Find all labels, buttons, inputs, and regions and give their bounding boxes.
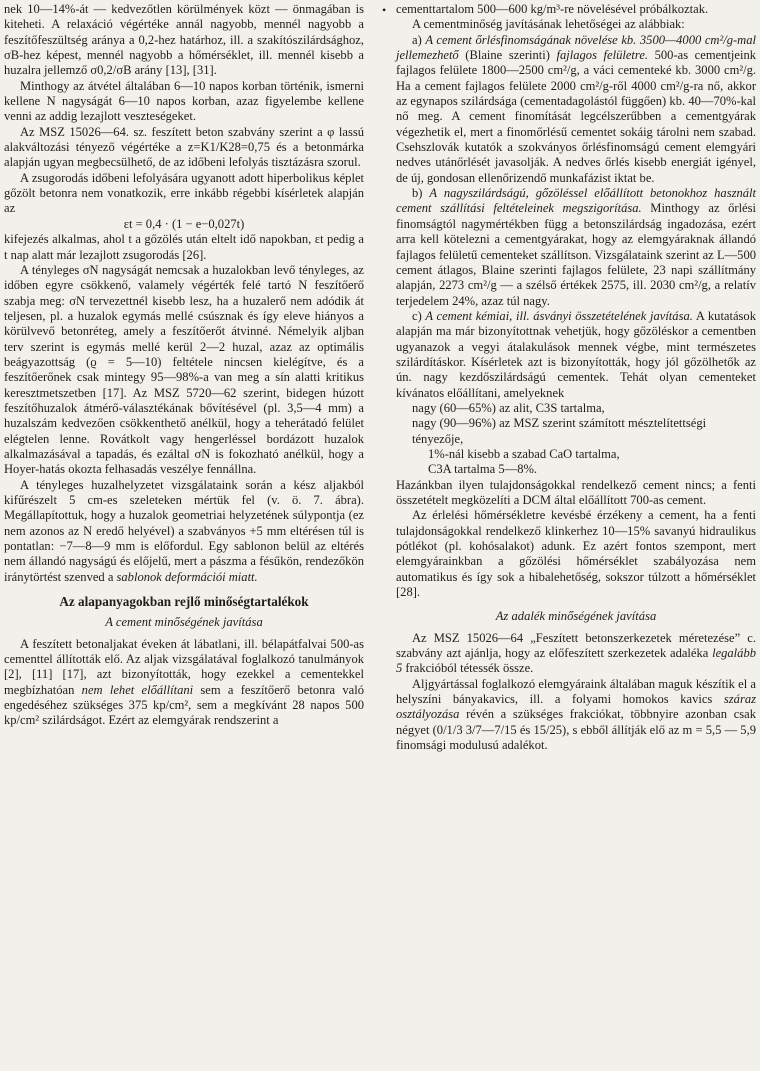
aggregate-production-text: Aljgyártással foglalkozó elemgyáraink általában maguk készítik el a helyszíni bányakavics, ill. a folyami homokos kavics: [396, 676, 756, 707]
subsection-heading-aggregate-quality: Az adalék minőségének javítása: [495, 609, 657, 624]
item-a-label: a): [412, 32, 426, 47]
paragraph-creep-standard: Az MSZ 15026—64. sz. feszített beton szabvány szerint a φ lassú alakváltozási tényező végértéke a z=K1/K28=0,75 és a betonmárka alapján ugyan megbecsülhető, de az időbeni lefolyás tisztázásra szorul.: [4, 124, 364, 170]
paragraph-relaxation: nek 10—14%-át — kedvezőtlen körülmények közt — önmagában is kiteheti. A relaxáció végértéke annál nagyobb, mennél nagyobb a feszítőfeszültség aránya a 0,2-hez határhoz, ill. a szakítószilárdsághoz, σB-hez képest, mennél nagyobb a hőmérséklet, ill. mennél kisebb a huzalra jellemző σ0,2/σB arány [13], [31].: [4, 2, 364, 78]
item-b-label: b): [412, 186, 430, 201]
item-c-emphasis: A cement kémiai, ill. ásványi összetételének javítása.: [425, 308, 693, 323]
wire-position-emphasis: sablonok deformációi miatt.: [116, 569, 258, 584]
aggregate-standard-text: Az MSZ 15026—64 „Feszített betonszerkezetek méretezése” c. szabvány azt ajánlja, hogy az előfeszített szerkezetek adaléka: [396, 630, 756, 661]
aggregate-production-text-end: révén a szükséges frakciókat, többnyire azonban csak négyet (0/1/3 3/7—7/15 és 15/25), s ebből állítják elő az m = 5,5 — 5,9 finomsági modulusú adalékot.: [396, 707, 756, 753]
requirement-lime-saturation: nagy (90—96%) az MSZ szerint számított mésztelítettségi tényezője,: [412, 416, 707, 446]
wire-position-text: A tényleges huzalhelyzetet vizsgálataink során a kész aljakból kifűrészelt 5 cm-es szeleteken mértük fel (v. ö. 7. ábra). Megállapítottuk, hogy a huzalok geometriai helyzetének súlypontja (ez nem azonos az N eredő helyével) a szabványos +5 mm eltérésen túl is pontatlan: −7—8—9 mm is előfordul. Egy sablonon belül az eltérés nem állandó nagyságú és előjelű, mert a pászma a fésűkön, rendezőkön iránytörtést szenved a: [4, 477, 364, 584]
list-item-a-fineness: [396, 33, 756, 186]
paragraph-curing-temperature: Az érlelési hőmérsékletre kevésbé érzékeny a cement, ha a fenti tulajdonságokkal rendelkező klinkerhez 10—15% savanyú hidraulikus pótlékot (pl. kohósalakot) adunk. Ez azért fontos szempont, mert elemgyárainkban a gőzölési hőmérséklet szabályozása nem automatikus és így sok a hibalehetőség, sokszor túlzott a hőmérséklet [28].: [396, 508, 756, 600]
paragraph-cement-content: cementtartalom 500—600 kg/m³-re növelésével próbálkoztak.: [396, 2, 709, 16]
requirement-free-cao: 1%-nál kisebb a szabad CaO tartalma,: [428, 446, 620, 461]
cement-history-emphasis: nem lehet előállítani: [81, 682, 194, 697]
item-a-emphasis-2: fajlagos felületre.: [556, 48, 649, 63]
aggregate-production-emphasis: száraz osztályozása: [396, 692, 756, 722]
paragraph-formula-explanation: kifejezés alkalmas, ahol t a gőzölés után eltelt idő napokban, εt pedig a t nap alatt már lezajlott zsugorodás [26].: [4, 232, 364, 262]
paragraph-domestic-cement: Hazánkban ilyen tulajdonságokkal rendelkező cement nincs; a fenti összetételt megközelíti a DCM által előállított 700-as cement.: [396, 477, 756, 507]
cement-history-text-end: sem a feszítőerő betonra való engedéséhez szükséges 375 kp/cm², sem a megkívánt 28 napos 500 kp/cm² szilárdságot. Ezért az elemgyárak rendszerint a: [4, 682, 365, 728]
column-bullet-mark: •: [382, 3, 387, 17]
item-c-label: c): [412, 308, 426, 323]
requirement-alite: nagy (60—65%) az alit, C3S tartalma,: [412, 400, 605, 415]
item-c-text: A kutatások alapján ma már bizonyítottnak vehetjük, hogy gőzöléskor a cementben ugyanazok a vegyi átalakulások mennek végbe, mint természetes szilárdításkor. Kísérletek azt is bizonyították, hogy jól gőzölhetők az ún. nagy kezdőszilárdságú cementek. Tehát olyan cementeket kívánatos előállítani, amelyeknek: [396, 308, 756, 400]
paragraph-wire-position: [4, 478, 364, 585]
shrinkage-formula: εt = 0,4 · (1 − e−0,027t): [123, 216, 245, 231]
paragraph-aggregate-standard: [396, 631, 756, 677]
item-a-emphasis: A cement őrlésfinomságának növelése kb. 3500—4000 cm²/g-mal jellemezhető: [396, 32, 756, 63]
paragraph-aggregate-production: [396, 677, 756, 754]
right-column: [396, 2, 756, 754]
requirement-c3a: C3A tartalma 5—8%.: [428, 462, 538, 477]
section-heading-quality-reserves: Az alapanyagokban rejlő minőségtartalékok: [59, 594, 309, 610]
left-column: [4, 2, 364, 729]
aggregate-standard-emphasis: legalább 5: [396, 646, 756, 676]
subsection-heading-cement-quality: A cement minőségének javítása: [105, 615, 263, 630]
aggregate-standard-text-end: frakcióból tétessék össze.: [402, 661, 534, 676]
item-b-emphasis: A nagyszilárdságú, gőzöléssel előállított betonokhoz használt cement szállítási feltételeinek megszigorítása.: [396, 186, 756, 216]
cement-history-text: A feszített betonaljakat éveken át lábatlani, ill. bélapátfalvai 500-as cementtel állították elő. Az aljak vizsgálatával foglalkozó tanulmányok [2], [11] [17], azt bizonyították, hogy ezekkel a cementekkel megbízhatóan: [4, 636, 364, 697]
item-a-text: 500-as cementjeink fajlagos felülete 1800—2500 cm²/g, a váci cementeké kb. 3000 cm²/g. Ha a cement fajlagos felülete 2000 cm²/g-ről 4000 cm²/g-ra nő, akkor az egynapos szilárdsága (cementadagolástól függően) kb. 40—70%-kal nő meg. A cement finomítását legcélszerűbben a cementgyárak végezhetik el, mert a finomőrlésű cementet sokáig tárolni nem szabad. Csehszlovák kutatók a szokványos őrlésfinomságú cement elemgyári nedves utánőrlését javasolják. A nedves őrlés kisebb energiát igényel, de új, gondosan ellenőrizendő munkafázist iktat be.: [396, 48, 756, 185]
paragraph-shrinkage: A zsugorodás időbeni lefolyására ugyanott adott hiperbolikus képlet gőzölt betonra nem vonatkozik, erre inkább régebbi kísérletek alapján az: [4, 170, 364, 216]
paragraph-cement-history: [4, 637, 364, 729]
item-b-text: Minthogy az őrlési finomságtól nagymértékben függ a betonszilárdság ingadozása, ezért arra kell kötelezni a cementgyárakat, hogy az elemgyáraknak állandó fajlagos felületű cementeket szállítson. Vizsgálataink szerint az L—500 cement átlagos, Blaine szerinti fajlagos felülete, 23 napi szállítmány alapján, 2273 cm²/g — a szélső értékek 2575, ill. 2030 cm²/g, a relatív terjedelem 24%, azaz túl nagy.: [396, 201, 756, 308]
list-item-b-delivery: [396, 186, 756, 309]
item-a-note: (Blaine szerinti): [458, 48, 557, 63]
list-item-c-composition: [396, 309, 756, 401]
paragraph-acceptance-age: Minthogy az átvétel általában 6—10 napos korban történik, ismerni kellene N nagyságát 6—10 napos korban, azaz figyelembe kellene venni az addig lezajlott veszteségeket.: [4, 78, 364, 124]
paragraph-improvement-options: A cementminőség javításának lehetőségei az alábbiak:: [412, 17, 685, 32]
paragraph-actual-stress: A tényleges σN nagyságát nemcsak a huzalokban levő tényleges, az időben egyre csökkenő, valamely végérték felé tartó N feszítőerő szabja meg: σN tervezettnél kisebb lesz, ha a huzalerő nem adódik át teljesen, pl. a huzalok egymás mellé csúsznak és így eleve hiányos a körülvevő betonréteg, amely a feszítőerőt átvinné. Némelyik aljban terv szerint is egymás mellé kerül 2—2 huzal, azaz az optimális beágyazottság (ϱ = 5—10) feltétele nincsen kielégítve, és a feszítőerőnek csak mintegy 95—98%-a van meg a sín alatti kritikus keresztmetszetben [17]. Az MSZ 5720—62 szerint, bidegen húzott feszítőhuzalok átmérő-választékának bővítésével (pl. 3,5—4 mm) a huzalszám kedvezően csökkenthető anélkül, hogy a teherátadó felület elégtelen lenne. Rovátkolt vagy hengerléssel bordázott huzalok alkalmazásával a tapadás, és ezáltal σN is fokozható anélkül, hogy a Hoyer-hatás okozta felhasadás veszélye fennállna.: [4, 262, 364, 477]
